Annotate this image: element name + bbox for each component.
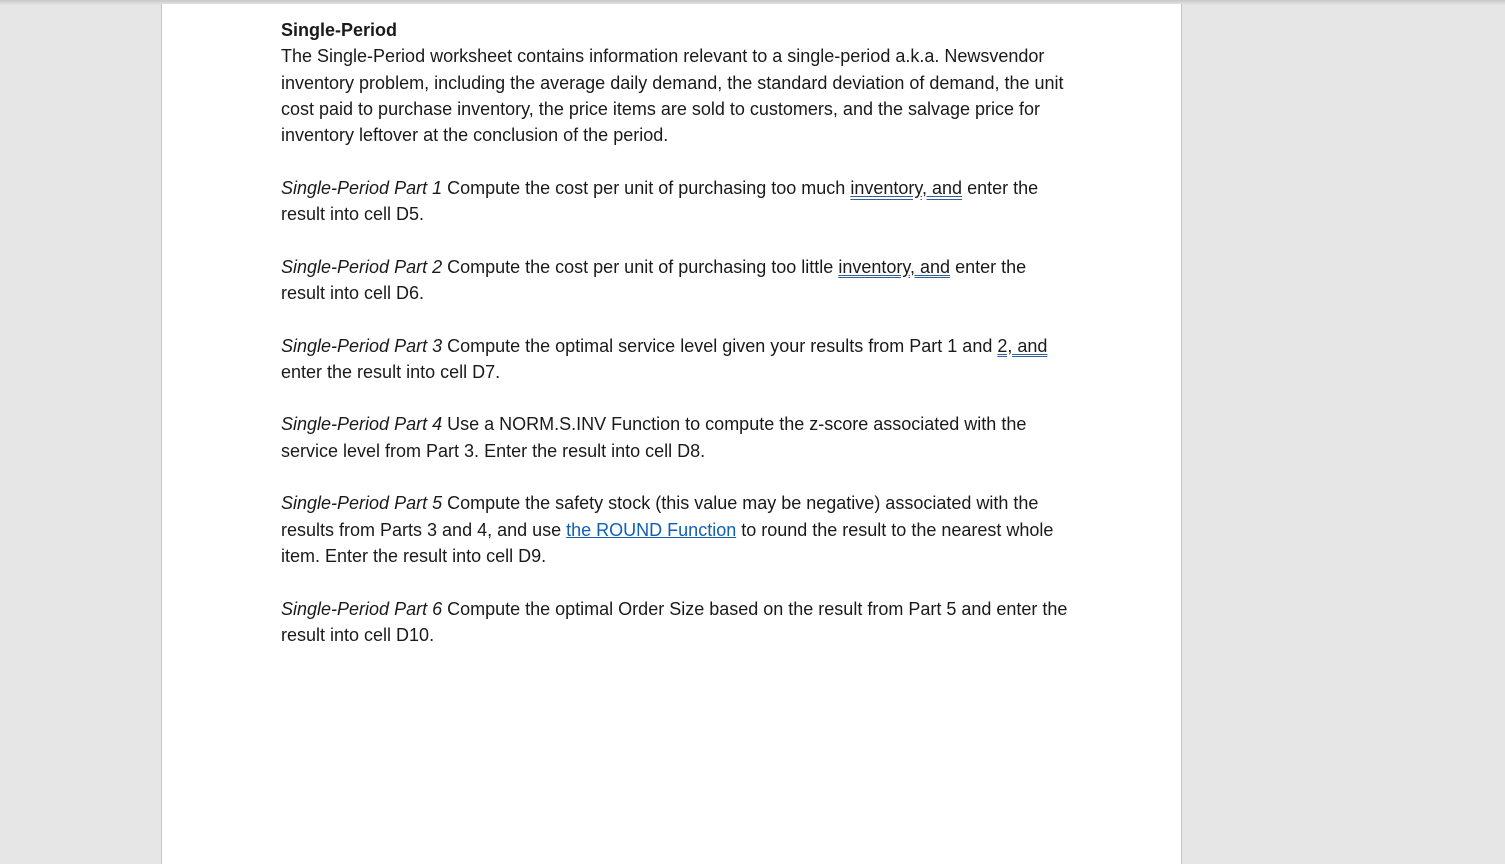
grammar-flag[interactable]: inventory, and — [850, 177, 963, 198]
part-1-label: Single-Period Part 1 — [281, 177, 443, 198]
part-5-text-before: Compute the safety stock (this value may be negative) associated with the results from Parts 3 and 4, and use — [281, 493, 1039, 540]
part-4-text: Use a NORM.S.INV Function to compute the z-score associated with the service level from Part 3. Enter the result into cell D8. — [281, 414, 1027, 461]
part-2-text-before: Compute the cost per unit of purchasing too little — [442, 256, 839, 277]
part-2-text-after: enter the result into cell D6. — [281, 256, 1027, 303]
part-3-label: Single-Period Part 3 — [281, 335, 443, 356]
part-4-paragraph — [281, 411, 1071, 464]
part-6-paragraph — [281, 596, 1071, 649]
part-2-paragraph — [281, 254, 1071, 307]
grammar-flag[interactable]: 2, and — [997, 335, 1048, 356]
part-5-label: Single-Period Part 5 — [281, 493, 443, 514]
part-3-text-after: enter the result into cell D7. — [281, 361, 501, 382]
part-6-label: Single-Period Part 6 — [281, 598, 443, 619]
part-1-text-after: enter the result into cell D5. — [281, 177, 1039, 225]
part-5-paragraph — [281, 490, 1071, 569]
document-page[interactable] — [161, 4, 1182, 864]
part-1-text-before: Compute the cost per unit of purchasing too much — [442, 177, 851, 198]
round-function-link[interactable]: the ROUND Function — [566, 519, 737, 540]
intro-paragraph: The Single-Period worksheet contains information relevant to a single-period a.k.a. Newsvendor inventory problem, including the average daily demand, the standard deviation of demand, the unit cost paid to purchase inventory, the price items are sold to customers, and the salvage price for inventory leftover at the conclusion of the period. — [281, 46, 1064, 146]
part-1-paragraph — [281, 175, 1071, 228]
part-3-paragraph — [281, 333, 1071, 386]
part-2-label: Single-Period Part 2 — [281, 256, 443, 277]
part-4-label: Single-Period Part 4 — [281, 414, 443, 435]
part-5-text-after: to round the result to the nearest whole item. Enter the result into cell D9. — [281, 519, 1054, 566]
part-6-text: Compute the optimal Order Size based on the result from Part 5 and enter the result into cell D10. — [281, 598, 1068, 645]
grammar-flag[interactable]: inventory, and — [838, 256, 951, 277]
section-heading: Single-Period — [281, 20, 398, 40]
document-body[interactable] — [281, 17, 1071, 674]
part-3-text-before: Compute the optimal service level given your results from Part 1 and — [442, 335, 998, 356]
